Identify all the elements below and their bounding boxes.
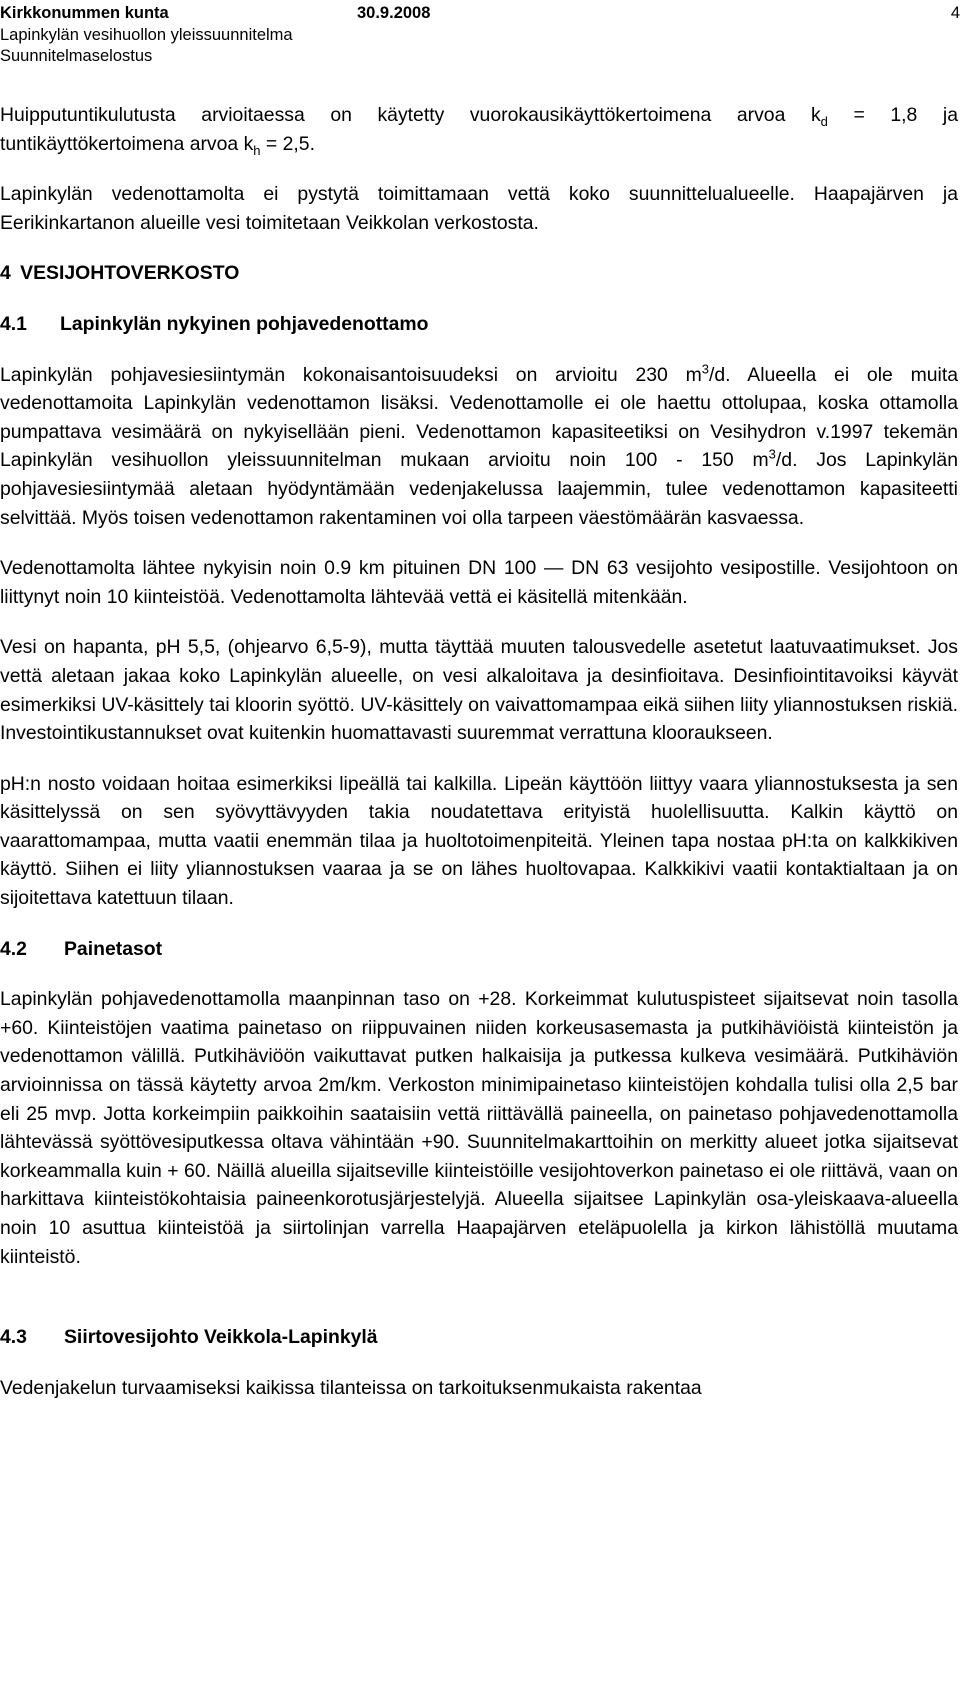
paragraph-water-quality: Vesi on hapanta, pH 5,5, (ohjearvo 6,5-9), mutta täyttää muuten talousvedelle asetetut laatuvaatimukset. Jos vettä aletaan jakaa koko Lapinkylän alueelle, on vesi alkaloitava ja desinfioitava. Desinfiointitavoiksi käyvät esimerkiksi UV-käsittely tai kloorin syöttö. UV-käsittely on vaivattomampaa eikä siihen liity yliannostuksen riskiä. Investointikustannukset ovat kuitenkin huomattavasti suuremmat verrattuna klooraukseen. [0,636,958,745]
plan-title: Lapinkylän vesihuollon yleissuunnitelma [0,25,293,44]
text-run: /d. Jos Lapinkylän pohjavesiesiintymää aletaan hyödyntämään vedenjakelussa laajemmin, tulee vedenottamon kapasiteetti selvittää. Myös toisen vedenottamon rakentaminen voi olla tarpeen väestömäärän kasvaessa. [0,449,958,529]
superscript-3: 3 [701,361,709,377]
section-heading-4: 4 VESIJOHTOVERKOSTO [0,262,240,285]
header-row-1 [0,3,960,25]
superscript-3: 3 [768,446,776,462]
subsection-heading-4-3 [0,1323,958,1352]
header-row-3 [0,46,960,68]
subscript-h: h [253,142,261,158]
organization-name: Kirkkonummen kunta [0,4,169,22]
document-body [0,101,958,1402]
paragraph-pipeline: Vedenottamolta lähtee nykyisin noin 0.9 km pituinen DN 100 — DN 63 vesijohto vesipostille. Vesijohtoon on liittynyt noin 10 kiinteistöä. Vedenottamolta lähtevää vettä ei käsitellä mitenkään. [0,557,958,608]
document-type: Suunnitelmaselostus [0,47,153,65]
paragraph-pressure-levels: Lapinkylän pohjavedenottamolla maanpinnan taso on +28. Korkeimmat kulutuspisteet sijaitsevat noin tasolla +60. Kiinteistöjen vaatima painetaso on riippuvainen niiden korkeusasemasta ja putkihäviöistä kiinteistön ja vedenottamon välillä. Putkihäviöön vaikuttavat putken halkaisija ja putkessa kulkeva vesimäärä. Putkihäviön arvioinnissa on tässä käytetty arvoa 2m/km. Verkoston minimipainetaso kiinteistöjen kohdalla tulisi olla 2,5 bar eli 25 mvp. Jotta korkeimpiin paikkoihin saataisiin vettä riittävällä paineella, on painetaso pohjavedenottamolla lähtevässä syöttövesiputkessa oltava vähintään +90. Suunnitelmakarttoihin on merkitty alueet jotka sijaitsevat korkeammalla kuin + 60. Näillä alueilla sijaitseville kiinteistöille vesijohtoverkon painetaso ei ole riittävä, vaan on harkittava kiinteistökohtaisia paineenkorotusjärjestelyjä. Alueella sijaitsee Lapinkylän osa-yleiskaava-alueella noin 10 asuttua kiinteistöä ja siirtolinjan varrella Haapajärven eteläpuolella ja kirkon lähistöllä muutama kiinteistö. [0,988,958,1268]
subscript-d: d [820,113,828,129]
text-run: = 2,5. [260,132,315,155]
page-number: 4 [950,4,960,22]
subsection-heading-4-2 [0,935,958,964]
heading-number: 4.3 [0,1326,27,1349]
text-run: /d. Alueella ei ole muita vedenottamoita Lapinkylän vedenottamon lisäksi. Vedenottamolle ei ole haettu ottolupaa, koska ottamolla pumpattava vesimäärä on nykyisellään pieni. Vedenottamon kapasiteetiksi on Vesihydron v.1997 tekemän Lapinkylän vesihuollon yleissuunnitelman mukaan arvioitu noin 100 - 150 m [0,363,959,472]
paragraph-peak-usage [0,101,958,158]
heading-number: 4.2 [0,937,27,960]
text-run: Huipputuntikulutusta arvioitaessa on käytetty vuorokausikäyttökertoimena arvoa k [0,104,821,126]
heading-title: Lapinkylän nykyinen pohjavedenottamo [60,312,429,335]
text-run: = 1,8 ja tuntikäyttökertoimena arvoa k [0,104,958,155]
document-date: 30.9.2008 [357,4,431,22]
paragraph-ph-adjustment: pH:n nosto voidaan hoitaa esimerkiksi lipeällä tai kalkilla. Lipeän käyttöön liittyy vaara yliannostuksesta ja sen käsittelyssä on sen syövyttävyyden takia noudatettava erityistä huolellisuutta. Kalkin käyttö on vaarattomampaa, mutta vaatii enemmän tilaa ja huoltotoimenpiteitä. Yleinen tapa nostaa pH:ta on kalkkikiven käyttö. Siihen ei liity yliannostuksen vaaraa ja se on lähes huoltovapaa. Kalkkikivi vaatii kontaktialtaan ja on sijoitettava katettuun tilaan. [0,772,958,910]
heading-title: Painetasot [64,937,163,960]
paragraph-transfer-pipeline: Vedenjakelun turvaamiseksi kaikissa tilanteissa on tarkoituksenmukaista rakentaa [0,1376,702,1399]
heading-number: 4.1 [0,312,27,335]
heading-title: Siirtovesijohto Veikkola-Lapinkylä [64,1326,378,1349]
subsection-heading-4-1 [0,310,958,339]
header-row-2 [0,25,960,47]
page-header [0,3,960,68]
text-run: Lapinkylän pohjavesiesiintymän kokonaisantoisuudeksi on arvioitu 230 m [0,363,702,386]
paragraph-groundwater-capacity [0,361,958,533]
paragraph-supply-area: Lapinkylän vedenottamolta ei pystytä toimittamaan vettä koko suunnittelualueelle. Haapajärven ja Eerikinkartanon alueille vesi toimitetaan Veikkolan verkostosta. [0,183,958,234]
